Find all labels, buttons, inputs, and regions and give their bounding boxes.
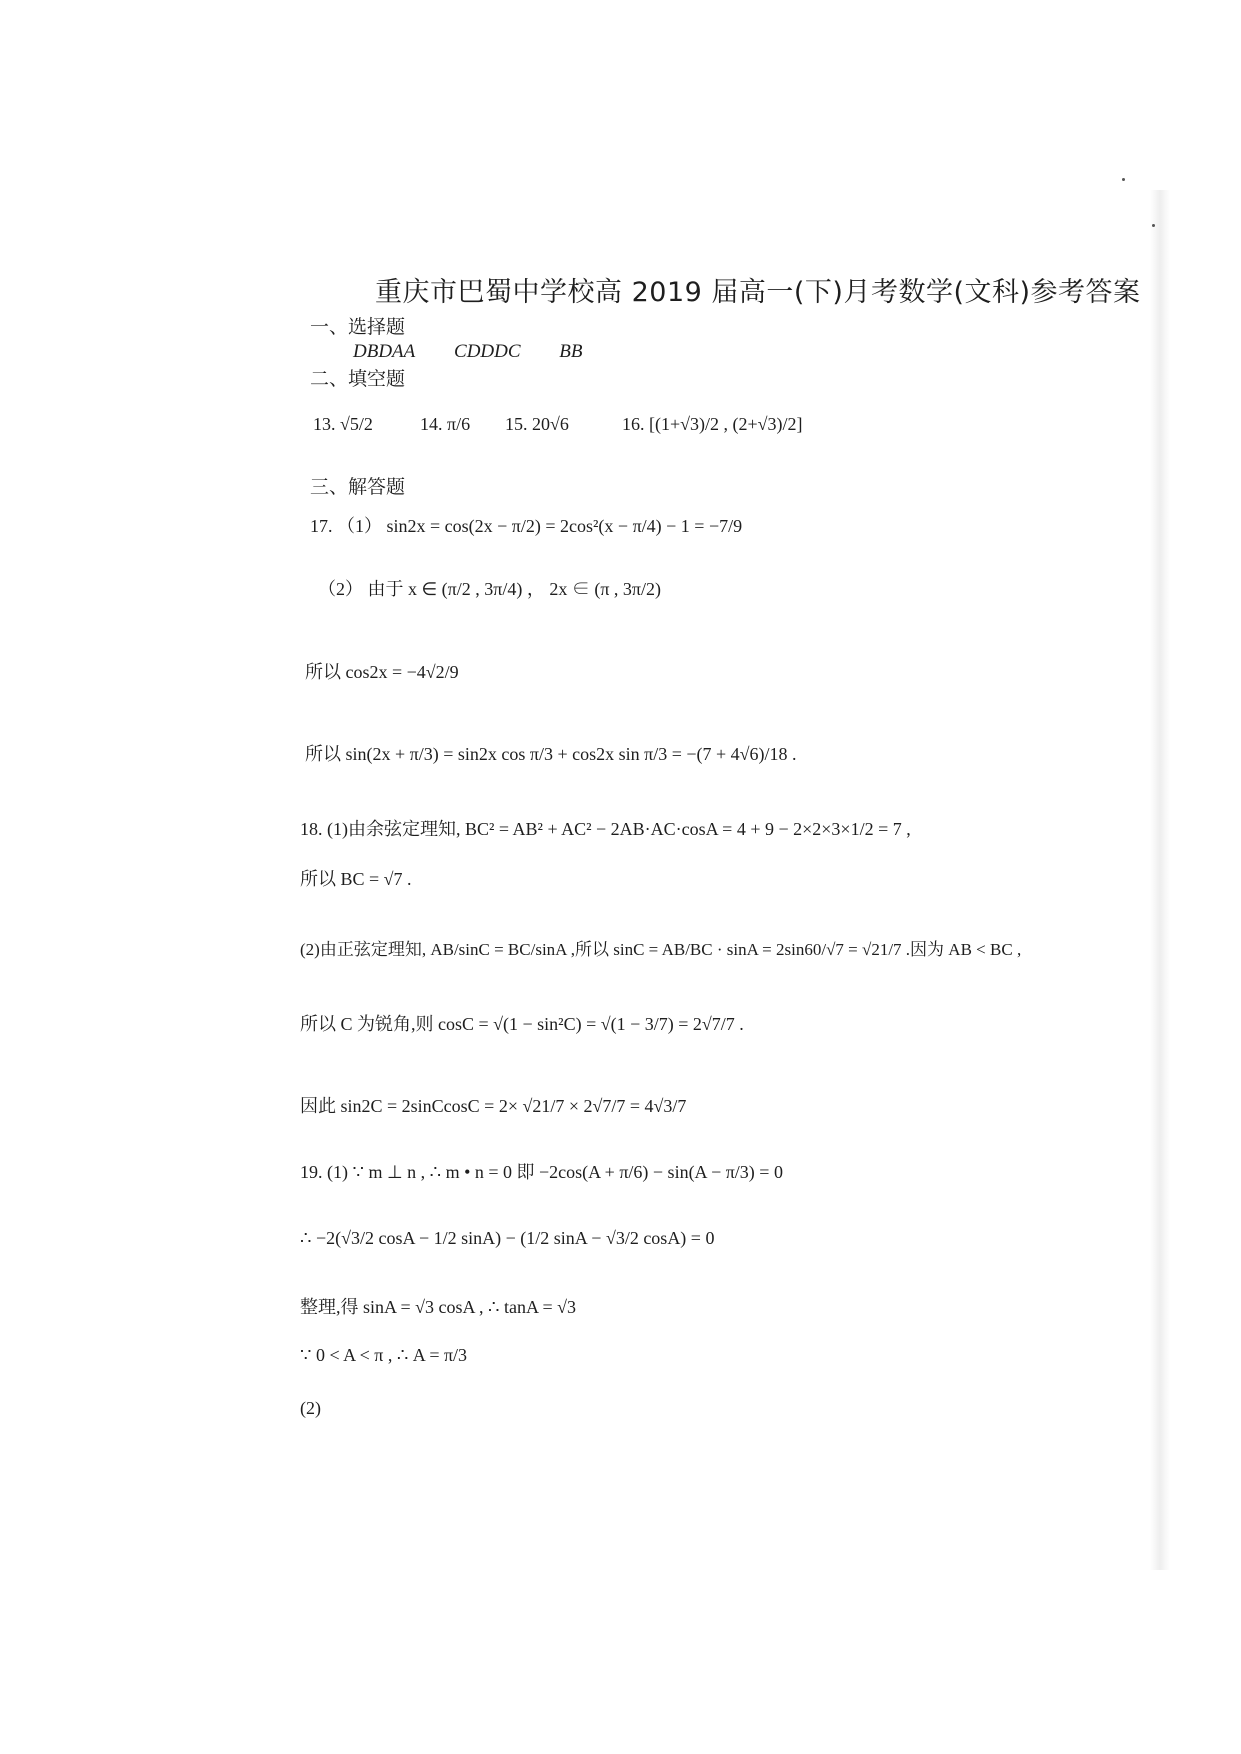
section-solution-heading: 三、解答题 [310,476,406,498]
q19-part2-label: (2) [300,1398,321,1418]
fill-answer-15: 15. 20√6 [505,414,569,434]
q17-part1: 17. （1） sin2x = cos(2x − π/2) = 2cos²(x − π/4) − 1 = −7/9 [310,516,743,536]
q18-sin2c: 因此 sin2C = 2sinCcosC = 2× √21/7 × 2√7/7 = 4√3/7 [300,1096,687,1116]
q17-cos2x: 所以 cos2x = −4√2/9 [305,662,459,682]
section-choice-heading: 一、选择题 [310,316,406,338]
fill-answer-16: 16. [(1+√3)/2 , (2+√3)/2] [622,414,803,434]
q18-part2: (2)由正弦定理知, AB/sinC = BC/sinA ,所以 sinC = AB/BC · sinA = 2sin60/√7 = √21/7 .因为 AB < BC , [300,940,1022,959]
q17-result: 所以 sin(2x + π/3) = sin2x cos π/3 + cos2x sin π/3 = −(7 + 4√6)/18 . [305,744,797,764]
q19-angle: ∵ 0 < A < π , ∴ A = π/3 [300,1345,468,1365]
scan-speck [1122,178,1125,181]
q19-tan: 整理,得 sinA = √3 cosA , ∴ tanA = √3 [300,1297,577,1317]
q19-part1: 19. (1) ∵ m ⊥ n , ∴ m • n = 0 即 −2cos(A + π/6) − sin(A − π/3) = 0 [300,1162,783,1182]
scan-shadow [1150,190,1170,1570]
choice-answers-group-2: CDDDC [454,341,521,362]
q18-cosc: 所以 C 为锐角,则 cosC = √(1 − sin²C) = √(1 − 3/7) = 2√7/7 . [300,1014,744,1034]
scan-speck [1152,224,1155,227]
q18-bc: 所以 BC = √7 . [300,869,412,889]
section-fill-heading: 二、填空题 [310,368,406,390]
fill-answer-13: 13. √5/2 [313,414,373,434]
q18-part1: 18. (1)由余弦定理知, BC² = AB² + AC² − 2AB·AC·cosA = 4 + 9 − 2×2×3×1/2 = 7 , [300,819,911,839]
page-title: 重庆市巴蜀中学校高 2019 届高一(下)月考数学(文科)参考答案 [375,277,1141,308]
q17-part2: （2） 由于 x ∈ (π/2 , 3π/4) ， 2x ∈ (π , 3π/2) [318,579,662,599]
fill-answer-14: 14. π/6 [420,414,471,434]
choice-answers [353,341,617,363]
choice-answers-group-3: BB [559,341,583,362]
choice-answers-group-1: DBDAA [353,341,416,362]
q19-expand: ∴ −2(√3/2 cosA − 1/2 sinA) − (1/2 sinA − √3/2 cosA) = 0 [300,1228,715,1248]
